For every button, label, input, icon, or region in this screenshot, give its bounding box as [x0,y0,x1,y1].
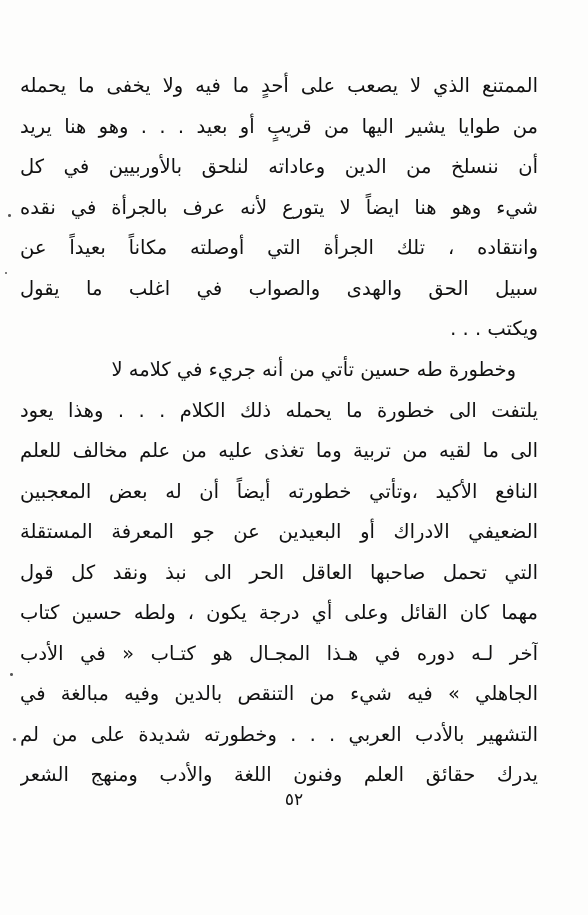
text-line: أن ننسلخ من الدين وعاداته لنلحق بالأوربيين في كل [20,155,538,178]
scan-speck [10,673,13,676]
text-line: الضعيفي الادراك أو البعيدين عن جو المعرفة المستقلة [20,520,538,543]
text-line: وخطورة طه حسين تأتي من أنه جريء في كلامه لا [111,358,516,381]
text-line: سبيل الحق والهدى والصواب في اغلب ما يقول [20,276,538,300]
scan-speck [8,214,11,217]
scan-speck [5,272,7,274]
text-line: شيء وهو هنا ايضاً لا يتورع لأنه عرف بالجرأة في نقده [20,195,538,219]
text-line: من طوايا يشير اليها من قريبٍ أو بعيد . . . وهو هنا يريد [20,114,538,138]
text-line: ويكتب . . . [450,317,538,340]
page-number: ٥٢ [284,790,304,810]
paragraph-2 [20,350,538,796]
paragraph-1 [20,66,538,350]
text-line: النافع الأكيد ،وتأتي خطورته أيضاً أن له بعض المعجبين [20,479,538,503]
text-line: الممتنع الذي لا يصعب على أحدٍ ما فيه ولا يخفى ما يحمله [20,74,538,97]
text-line: وانتقاده ، تلك الجرأة التي أوصلته مكاناً بعيداً عن [20,236,538,259]
text-line: يلتفت الى خطورة ما يحمله ذلك الكلام . . . وهذا يعود [20,398,538,422]
text-line: مهما كان القائل وعلى أي درجة يكون ، ولطه حسين كتاب [20,601,538,624]
text-line: التشهير بالأدب العربي . . . وخطورته شديدة على من لم [20,722,538,746]
text-line: آخر لـه دوره في هـذا المجـال هو كتـاب « في الأدب [20,641,538,665]
text-line: الى ما لقيه من تربية وما تغذى عليه من علم مخالف للعلم [20,439,538,462]
text-line: التي تحمل صاحبها العاقل الحر الى نبذ ونقد كل قول [20,560,538,584]
text-line: الجاهلي » فيه شيء من التنقص بالدين وفيه مبالغة في [20,682,538,705]
scan-speck [13,738,16,741]
text-line: يدرك حقائق العلم وفنون اللغة والأدب ومنهج الشعر [20,763,538,786]
